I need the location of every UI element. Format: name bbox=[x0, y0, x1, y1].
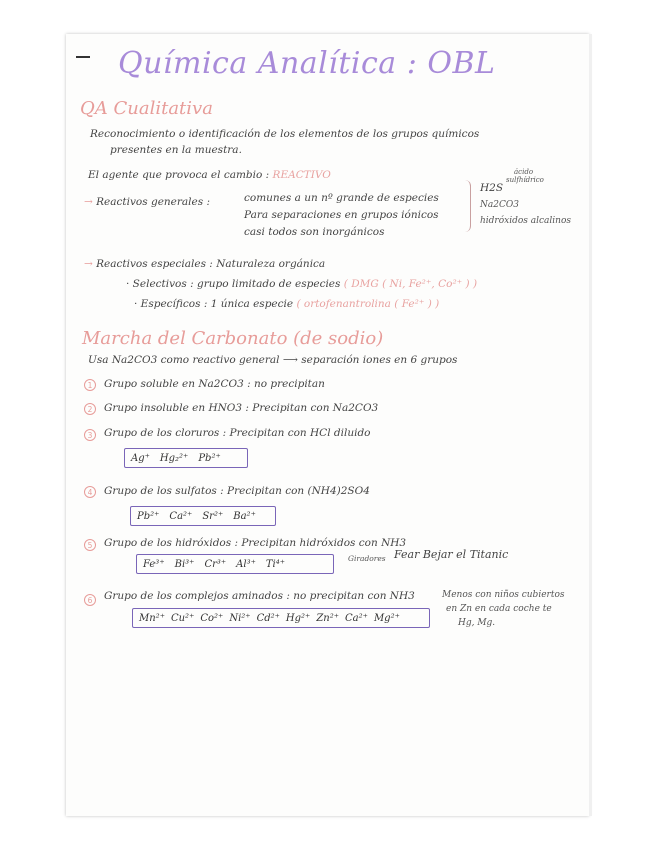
special-value: Naturaleza orgánica bbox=[216, 258, 326, 270]
selective-label: · Selectivos : bbox=[126, 278, 194, 290]
arrow-icon: → bbox=[84, 196, 93, 208]
selective-example: ( DMG ( Ni, Fe²⁺, Co²⁺ ) ) bbox=[343, 278, 478, 290]
ion: Ti⁴⁺ bbox=[265, 558, 286, 570]
group-number-2: 2 bbox=[84, 403, 96, 415]
specific-example: ( ortofenantrolina ( Fe²⁺ ) ) bbox=[296, 298, 440, 310]
agent-line bbox=[88, 169, 331, 181]
ion: Cd²⁺ bbox=[256, 612, 280, 624]
group-2-text: Grupo insoluble en HNO3 : Precipitan con Na2CO3 bbox=[104, 402, 379, 414]
ion: Ca²⁺ bbox=[345, 612, 368, 624]
ion: Cr³⁺ bbox=[204, 558, 227, 570]
group-6-mnemonic-line-2: en Zn en cada coche te bbox=[446, 604, 552, 614]
group-number-4: 4 bbox=[84, 486, 96, 498]
ion: Hg²⁺ bbox=[285, 612, 311, 624]
side-note-acid: ácido bbox=[514, 168, 534, 176]
group-4-ions-box bbox=[130, 506, 276, 526]
group-6-mnemonic-line-3: Hg, Mg. bbox=[458, 618, 496, 628]
brace-mark bbox=[464, 180, 471, 232]
specific-label: · Específicos : bbox=[134, 298, 208, 310]
side-reagent-hydroxides: hidróxidos alcalinos bbox=[480, 216, 572, 226]
ion: Ba²⁺ bbox=[233, 510, 256, 522]
arrow-icon: → bbox=[84, 258, 93, 270]
ion: Mn²⁺ bbox=[139, 612, 165, 624]
ion: Mg²⁺ bbox=[373, 612, 400, 624]
ion: Cu²⁺ bbox=[170, 612, 195, 624]
side-note-sulfhidrico: sulfhídrico bbox=[506, 176, 544, 184]
general-line-1: comunes a un nº grande de especies bbox=[244, 192, 439, 204]
group-5-ions-box bbox=[136, 554, 334, 574]
group-5-mnemonic: Fear Bejar el Titanic bbox=[394, 548, 509, 561]
agent-prefix: El agente que provoca el cambio : bbox=[88, 169, 270, 181]
section-heading-marcha-carbonato: Marcha del Carbonato (de sodio) bbox=[82, 328, 384, 349]
ion: Ca²⁺ bbox=[169, 510, 193, 522]
group-number-3: 3 bbox=[84, 429, 96, 441]
special-reagents-line bbox=[84, 258, 325, 270]
general-line-3: casi todos son inorgánicos bbox=[244, 226, 385, 238]
general-reagents-label bbox=[84, 196, 210, 208]
definition-line-2: presentes en la muestra. bbox=[110, 144, 242, 156]
marcha-intro: Usa Na2CO3 como reactivo general ⟶ separación iones en 6 grupos bbox=[88, 354, 458, 366]
group-6-text: Grupo de los complejos aminados : no precipitan con NH3 bbox=[104, 590, 415, 602]
group-number-5: 5 bbox=[84, 539, 96, 551]
group-4-text: Grupo de los sulfatos : Precipitan con (NH4)2SO4 bbox=[104, 485, 370, 497]
ion: Zn²⁺ bbox=[316, 612, 340, 624]
side-reagent-h2s: H2S bbox=[480, 182, 504, 194]
ion: Pb²⁺ bbox=[137, 510, 160, 522]
group-3-text: Grupo de los cloruros : Precipitan con HCl diluido bbox=[104, 427, 371, 439]
ion: Hg₂²⁺ bbox=[159, 452, 189, 464]
general-line-2: Para separaciones en grupos iónicos bbox=[244, 209, 439, 221]
notebook-page bbox=[66, 34, 589, 816]
ion: Fe³⁺ bbox=[143, 558, 165, 570]
specific-text: 1 única especie bbox=[210, 298, 294, 310]
group-1-text: Grupo soluble en Na2CO3 : no precipitan bbox=[104, 378, 325, 390]
group-number-1: 1 bbox=[84, 379, 96, 391]
group-5-text: Grupo de los hidróxidos : Precipitan hidróxidos con NH3 bbox=[104, 537, 407, 549]
section-heading-qa-cualitativa: QA Cualitativa bbox=[80, 98, 213, 119]
ion: Ni²⁺ bbox=[229, 612, 251, 624]
ion: Ag⁺ bbox=[131, 452, 150, 464]
selective-line bbox=[126, 278, 477, 290]
ion: Sr²⁺ bbox=[202, 510, 224, 522]
group-3-ions-box bbox=[124, 448, 248, 468]
group-6-ions-box bbox=[132, 608, 430, 628]
ion: Al³⁺ bbox=[236, 558, 256, 570]
group-6-mnemonic-line-1: Menos con niños cubiertos bbox=[442, 590, 565, 600]
group-number-6: 6 bbox=[84, 594, 96, 606]
margin-dash bbox=[76, 56, 90, 58]
group-5-mnemonic-label: Giradores bbox=[348, 554, 386, 563]
special-label: Reactivos especiales : bbox=[96, 258, 213, 270]
ion: Pb²⁺ bbox=[198, 452, 221, 464]
side-reagent-na2co3: Na2CO3 bbox=[480, 200, 519, 210]
ion: Co²⁺ bbox=[200, 612, 224, 624]
agent-highlight: REACTIVO bbox=[272, 169, 331, 181]
selective-text: grupo limitado de especies bbox=[196, 278, 341, 290]
ion: Bi³⁺ bbox=[174, 558, 195, 570]
general-label: Reactivos generales : bbox=[96, 196, 211, 208]
specific-line bbox=[134, 298, 439, 310]
page-title: Química Analítica : OBL bbox=[118, 46, 496, 81]
definition-line-1: Reconocimiento o identificación de los elementos de los grupos químicos bbox=[90, 128, 480, 140]
